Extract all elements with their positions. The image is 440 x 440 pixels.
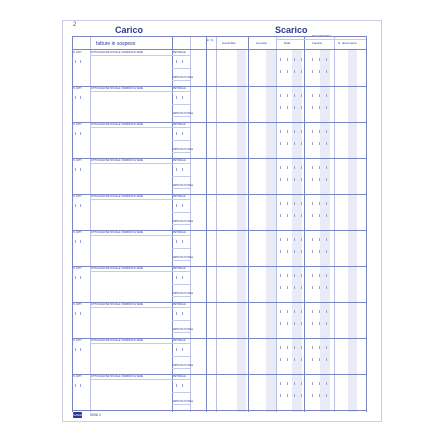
ruling-tick — [326, 106, 327, 109]
ruling-tick — [182, 240, 183, 243]
ruling-tick — [294, 394, 295, 397]
ruling-tick — [312, 310, 313, 313]
ruling-tick — [319, 106, 320, 109]
row-subline — [172, 356, 190, 357]
ruling-tick — [287, 214, 288, 217]
column-divider — [190, 36, 191, 412]
row-label-petorale: PETORALE — [173, 267, 186, 270]
ruling-tick — [80, 60, 81, 63]
ruling-tick — [319, 58, 320, 61]
ruling-tick — [312, 394, 313, 397]
ruling-tick — [301, 250, 302, 253]
ruling-tick — [182, 348, 183, 351]
ruling-tick — [326, 274, 327, 277]
row-subline — [90, 55, 190, 56]
ruling-tick — [182, 60, 183, 63]
ruling-tick — [319, 130, 320, 133]
row-subline — [90, 343, 190, 344]
ruling-tick — [280, 106, 281, 109]
column-imponibile: imponibile — [222, 41, 236, 45]
ruling-tick — [176, 60, 177, 63]
ruling-tick — [182, 384, 183, 387]
row-subline — [90, 271, 190, 272]
ruling-tick — [287, 286, 288, 289]
ruling-tick — [312, 322, 313, 325]
ruling-tick — [280, 274, 281, 277]
ruling-tick — [301, 94, 302, 97]
row-label-imposta-totale: IMPOSTA TOTALE — [173, 220, 194, 223]
row-subline — [90, 199, 190, 200]
ruling-tick — [280, 130, 281, 133]
ruling-tick — [319, 382, 320, 385]
ruling-tick — [280, 382, 281, 385]
row-label-petorale: PETORALE — [173, 51, 186, 54]
ruling-tick — [287, 94, 288, 97]
ruling-tick — [294, 202, 295, 205]
ruling-tick — [80, 96, 81, 99]
ruling-tick — [301, 106, 302, 109]
row-subline — [172, 248, 190, 249]
ruling-tick — [80, 240, 81, 243]
ruling-tick — [75, 132, 76, 135]
ruling-tick — [294, 250, 295, 253]
row-label-petorale: PETORALE — [173, 159, 186, 162]
ruling-tick — [326, 178, 327, 181]
row-label-ditta: DITTA RAGIONE SOCIALE, INDIRIZZO E SEDE — [91, 303, 144, 306]
row-subline — [172, 176, 190, 177]
ruling-tick — [176, 240, 177, 243]
column-data: Data — [284, 41, 291, 45]
row-label-imposta-totale: IMPOSTA TOTALE — [173, 148, 194, 151]
ruling-tick — [294, 166, 295, 169]
ruling-tick — [319, 310, 320, 313]
column-nr: Nr. N. — [206, 38, 214, 42]
row-subline — [172, 188, 190, 189]
ruling-tick — [280, 310, 281, 313]
ruling-tick — [319, 394, 320, 397]
row-label-petorale: PETORALE — [173, 87, 186, 90]
section-title-carico: Carico — [115, 25, 144, 35]
ruling-tick — [287, 274, 288, 277]
row-divider — [72, 410, 366, 411]
row-subline — [172, 80, 190, 81]
header-rule — [276, 39, 366, 40]
ruling-tick — [319, 238, 320, 241]
row-label-fattura: N. FATT. — [73, 267, 83, 270]
ruling-tick — [326, 382, 327, 385]
ruling-tick — [312, 58, 313, 61]
ruling-tick — [326, 58, 327, 61]
ruling-tick — [280, 358, 281, 361]
ruling-tick — [312, 274, 313, 277]
column-importo: Importo — [312, 41, 323, 45]
row-subline — [172, 140, 190, 141]
ruling-tick — [312, 130, 313, 133]
ruling-tick — [312, 94, 313, 97]
ruling-tick — [319, 286, 320, 289]
ruling-tick — [319, 322, 320, 325]
row-subline — [172, 212, 190, 213]
ruling-tick — [80, 312, 81, 315]
ruling-tick — [280, 58, 281, 61]
ruling-tick — [75, 96, 76, 99]
ruling-tick — [301, 178, 302, 181]
ruling-tick — [280, 286, 281, 289]
ruling-tick — [294, 382, 295, 385]
ruling-tick — [176, 132, 177, 135]
row-subline — [90, 91, 190, 92]
row-label-petorale: PETORALE — [173, 339, 186, 342]
row-label-fattura: N. FATT. — [73, 87, 83, 90]
ruling-tick — [301, 70, 302, 73]
row-label-imposta-totale: IMPOSTA TOTALE — [173, 112, 194, 115]
ruling-tick — [280, 238, 281, 241]
ruling-tick — [294, 238, 295, 241]
row-label-ditta: DITTA RAGIONE SOCIALE, INDIRIZZO E SEDE — [91, 87, 144, 90]
ruling-tick — [176, 168, 177, 171]
column-divider — [90, 36, 91, 412]
row-subline — [90, 235, 190, 236]
row-subline — [172, 284, 190, 285]
ruling-tick — [294, 358, 295, 361]
ruling-tick — [294, 286, 295, 289]
row-subline — [172, 368, 190, 369]
ruling-tick — [176, 276, 177, 279]
row-label-ditta: DITTA RAGIONE SOCIALE, INDIRIZZO E SEDE — [91, 375, 144, 378]
ruling-tick — [294, 130, 295, 133]
ruling-tick — [301, 322, 302, 325]
ruling-tick — [80, 132, 81, 135]
ruling-tick — [319, 178, 320, 181]
ruling-tick — [312, 142, 313, 145]
row-subline — [172, 296, 190, 297]
row-label-fattura: N. FATT. — [73, 51, 83, 54]
ruling-tick — [326, 310, 327, 313]
ruling-tick — [75, 276, 76, 279]
row-label-ditta: DITTA RAGIONE SOCIALE, INDIRIZZO E SEDE — [91, 267, 144, 270]
ruling-tick — [280, 142, 281, 145]
ruling-tick — [326, 130, 327, 133]
row-subline — [172, 224, 190, 225]
ruling-tick — [312, 178, 313, 181]
ruling-tick — [326, 358, 327, 361]
ruling-tick — [319, 250, 320, 253]
ruling-tick — [319, 358, 320, 361]
ruling-tick — [75, 60, 76, 63]
ruling-tick — [280, 94, 281, 97]
ruling-tick — [312, 250, 313, 253]
ruling-tick — [326, 394, 327, 397]
ruling-tick — [182, 168, 183, 171]
form-code: 5006 4 — [90, 413, 101, 417]
ruling-tick — [287, 322, 288, 325]
row-label-fattura: N. FATT. — [73, 159, 83, 162]
ruling-tick — [326, 238, 327, 241]
row-subline — [172, 404, 190, 405]
ruling-tick — [326, 214, 327, 217]
ruling-tick — [280, 178, 281, 181]
ruling-tick — [312, 346, 313, 349]
row-subline — [172, 104, 190, 105]
ruling-tick — [287, 166, 288, 169]
ruling-tick — [80, 276, 81, 279]
row-label-petorale: PETORALE — [173, 231, 186, 234]
row-subline — [90, 163, 190, 164]
row-subline — [172, 332, 190, 333]
column-divider — [276, 36, 277, 412]
ruling-tick — [301, 166, 302, 169]
ruling-tick — [80, 168, 81, 171]
ruling-tick — [312, 382, 313, 385]
row-subline — [172, 152, 190, 153]
ruling-tick — [75, 348, 76, 351]
ruling-tick — [312, 166, 313, 169]
ruling-tick — [176, 96, 177, 99]
ruling-tick — [326, 166, 327, 169]
ruling-tick — [280, 70, 281, 73]
ruling-tick — [319, 166, 320, 169]
ruling-tick — [75, 312, 76, 315]
ruling-tick — [294, 274, 295, 277]
ruling-tick — [176, 348, 177, 351]
ruling-tick — [294, 310, 295, 313]
ruling-tick — [301, 346, 302, 349]
page-number: 2 — [73, 22, 77, 28]
ruling-tick — [301, 142, 302, 145]
row-label-ditta: DITTA RAGIONE SOCIALE, INDIRIZZO E SEDE — [91, 195, 144, 198]
ruling-tick — [182, 96, 183, 99]
row-label-ditta: DITTA RAGIONE SOCIALE, INDIRIZZO E SEDE — [91, 51, 144, 54]
row-label-ditta: DITTA RAGIONE SOCIALE, INDIRIZZO E SEDE — [91, 231, 144, 234]
row-label-petorale: PETORALE — [173, 303, 186, 306]
ruling-tick — [287, 58, 288, 61]
header-rule — [72, 49, 366, 50]
ruling-tick — [326, 322, 327, 325]
row-subline — [172, 116, 190, 117]
row-label-imposta-totale: IMPOSTA TOTALE — [173, 256, 194, 259]
row-label-fattura: N. FATT. — [73, 195, 83, 198]
ruling-tick — [294, 142, 295, 145]
ruling-tick — [182, 276, 183, 279]
ruling-tick — [80, 348, 81, 351]
ruling-tick — [294, 346, 295, 349]
ruling-tick — [326, 202, 327, 205]
ruling-tick — [294, 322, 295, 325]
column-imposta: imposta — [256, 41, 267, 45]
row-subline — [172, 320, 190, 321]
row-label-fattura: N. FATT. — [73, 339, 83, 342]
row-label-petorale: PETORALE — [173, 195, 186, 198]
ruling-tick — [80, 384, 81, 387]
row-label-fattura: N. FATT. — [73, 123, 83, 126]
ruling-tick — [176, 312, 177, 315]
ruling-tick — [319, 202, 320, 205]
ruling-tick — [312, 358, 313, 361]
ruling-tick — [280, 322, 281, 325]
column-divider — [304, 36, 305, 412]
ruling-tick — [287, 382, 288, 385]
ruling-tick — [287, 250, 288, 253]
column-divider — [366, 36, 367, 412]
column-fatture-in-sospeso: fatture in sospeso — [96, 41, 136, 47]
ruling-tick — [294, 178, 295, 181]
ruling-tick — [294, 70, 295, 73]
row-label-imposta-totale: IMPOSTA TOTALE — [173, 364, 194, 367]
column-divider — [334, 36, 335, 412]
ruling-tick — [301, 310, 302, 313]
row-label-imposta-totale: IMPOSTA TOTALE — [173, 400, 194, 403]
pagamento-header: PAGAMENTO — [312, 34, 331, 38]
ruling-tick — [280, 346, 281, 349]
ruling-tick — [287, 238, 288, 241]
ruling-tick — [312, 214, 313, 217]
row-label-imposta-totale: IMPOSTA TOTALE — [173, 328, 194, 331]
ruling-tick — [312, 202, 313, 205]
row-label-ditta: DITTA RAGIONE SOCIALE, INDIRIZZO E SEDE — [91, 339, 144, 342]
ruling-tick — [75, 384, 76, 387]
ruling-tick — [75, 168, 76, 171]
ruling-tick — [287, 178, 288, 181]
ruling-tick — [326, 286, 327, 289]
ruling-tick — [287, 394, 288, 397]
ruling-tick — [176, 204, 177, 207]
ruling-tick — [294, 94, 295, 97]
ruling-tick — [287, 202, 288, 205]
ruling-tick — [287, 142, 288, 145]
column-divider — [216, 36, 217, 412]
ruling-tick — [326, 70, 327, 73]
ruling-tick — [301, 130, 302, 133]
ruling-tick — [319, 274, 320, 277]
ruling-tick — [301, 394, 302, 397]
ruling-tick — [301, 358, 302, 361]
ruling-tick — [280, 394, 281, 397]
ruling-tick — [301, 214, 302, 217]
row-label-ditta: DITTA RAGIONE SOCIALE, INDIRIZZO E SEDE — [91, 159, 144, 162]
section-title-scarico: Scarico — [275, 25, 308, 35]
row-subline — [172, 68, 190, 69]
header-rule — [72, 36, 366, 37]
ruling-tick — [75, 240, 76, 243]
ruling-tick — [319, 214, 320, 217]
ruling-tick — [294, 106, 295, 109]
row-subline — [90, 379, 190, 380]
row-subline — [172, 260, 190, 261]
ruling-tick — [287, 130, 288, 133]
ruling-tick — [301, 286, 302, 289]
ruling-tick — [280, 250, 281, 253]
ruling-tick — [301, 58, 302, 61]
ruling-tick — [312, 70, 313, 73]
ruling-tick — [75, 204, 76, 207]
ruling-tick — [182, 204, 183, 207]
row-label-fattura: N. FATT. — [73, 231, 83, 234]
ruling-tick — [280, 202, 281, 205]
row-label-fattura: N. FATT. — [73, 303, 83, 306]
ruling-tick — [287, 358, 288, 361]
ruling-tick — [287, 106, 288, 109]
ruling-tick — [301, 202, 302, 205]
ruling-tick — [319, 346, 320, 349]
ruling-tick — [326, 142, 327, 145]
row-label-imposta-totale: IMPOSTA TOTALE — [173, 292, 194, 295]
ruling-tick — [287, 346, 288, 349]
ruling-tick — [301, 238, 302, 241]
row-label-petorale: PETORALE — [173, 375, 186, 378]
brand-logo: buffetti — [73, 413, 82, 417]
ruling-tick — [287, 70, 288, 73]
ruling-tick — [312, 106, 313, 109]
ruling-tick — [326, 346, 327, 349]
column-divider — [206, 36, 207, 412]
row-label-ditta: DITTA RAGIONE SOCIALE, INDIRIZZO E SEDE — [91, 123, 144, 126]
ruling-tick — [326, 94, 327, 97]
column-n-documento: N. documento — [338, 41, 357, 45]
ruling-tick — [301, 382, 302, 385]
row-label-imposta-totale: IMPOSTA TOTALE — [173, 184, 194, 187]
ruling-tick — [182, 132, 183, 135]
ruling-tick — [294, 58, 295, 61]
ruling-tick — [294, 214, 295, 217]
row-label-imposta-totale: IMPOSTA TOTALE — [173, 76, 194, 79]
ruling-tick — [280, 166, 281, 169]
row-subline — [172, 392, 190, 393]
ruling-tick — [301, 274, 302, 277]
ruling-tick — [176, 384, 177, 387]
ruling-tick — [319, 94, 320, 97]
ruling-tick — [280, 214, 281, 217]
row-label-petorale: PETORALE — [173, 123, 186, 126]
ruling-tick — [326, 250, 327, 253]
ruling-tick — [80, 204, 81, 207]
row-label-fattura: N. FATT. — [73, 375, 83, 378]
row-subline — [90, 127, 190, 128]
ruling-tick — [287, 310, 288, 313]
ruling-tick — [312, 238, 313, 241]
column-divider — [72, 36, 73, 412]
row-subline — [90, 307, 190, 308]
column-divider — [248, 36, 249, 412]
ruling-tick — [312, 286, 313, 289]
ruling-tick — [319, 70, 320, 73]
ruling-tick — [182, 312, 183, 315]
ruling-tick — [319, 142, 320, 145]
